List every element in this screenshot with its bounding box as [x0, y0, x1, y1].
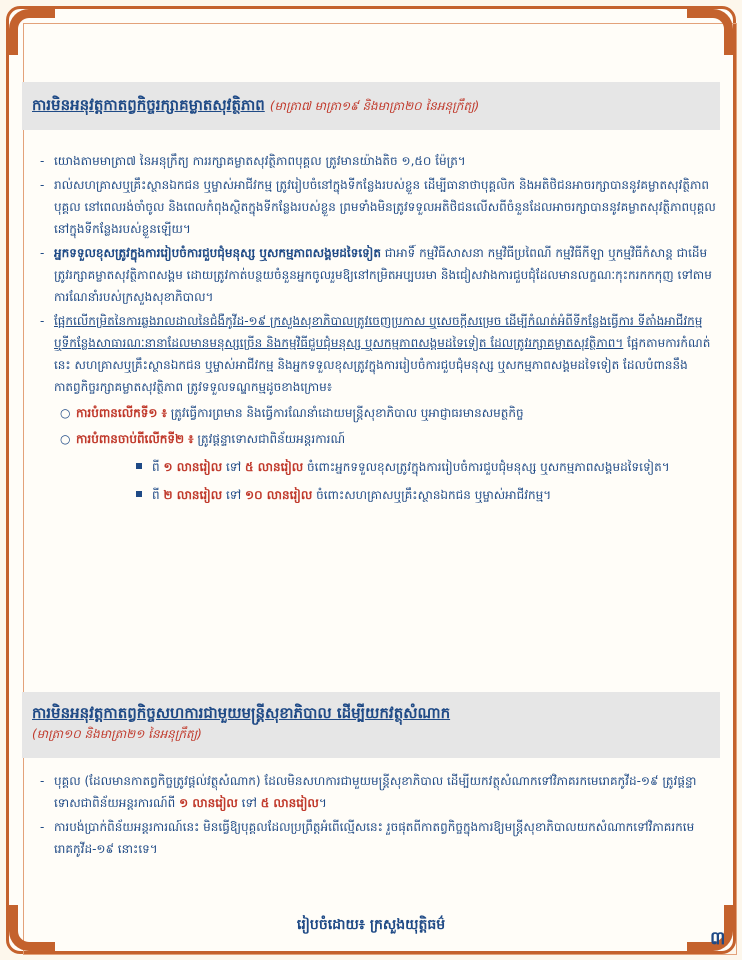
fine-amount: ១ លានរៀល: [179, 796, 238, 810]
fine-amount: ១ លានរៀល: [163, 460, 223, 474]
fine-business: [40, 484, 716, 506]
fine-amount: ១០ លានរៀល: [245, 488, 313, 502]
fine-prefix: ពី: [152, 488, 164, 502]
circle-bullet: ○: [60, 406, 71, 420]
fine-organizer: [40, 456, 716, 478]
item-text: បុគ្គល (ដែលមានកាតព្វកិច្ចត្រូវផ្ដល់វត្ថុសំណាក) ដែលមិនសហការជាមួយមន្ត្រីសុខាភិបាល ដើម្បីយកវត្ថុសំណាកទៅវិភាគរកមេរោគកូវីដ-១៩ ត្រូវផ្ដន្ទាទោសជាពិន័យអន្តរការណ៍ពី: [54, 774, 697, 810]
dash-bullet: -: [40, 154, 45, 168]
distancing-rules: [40, 150, 716, 506]
fine-text: ចំពោះសហគ្រាសឬគ្រឹះស្ថានឯកជន ឬម្ចាស់អាជីវកម្ម។: [312, 488, 552, 502]
fine-text: ចំពោះអ្នកទទួលខុសត្រូវក្នុងការរៀបចំការជួបជុំមនុស្ស ឬសកម្មភាពសង្គមដទៃទៀត។: [303, 460, 670, 474]
dash-bullet: -: [40, 178, 45, 192]
penalty-first: [40, 402, 716, 424]
penalty-label: ការបំពានលើកទី១ ៖: [76, 406, 167, 420]
list-item: [40, 150, 716, 172]
section-header-sampling: [22, 692, 720, 758]
section-reference: (មាត្រា៧ មាត្រា១៩ និងមាត្រា២០ នៃអនុក្រឹត្យ): [269, 99, 480, 113]
footer-credit: រៀបចំដោយ៖ ក្រសួងយុត្តិធម៌: [296, 917, 446, 933]
section-header-distancing: [22, 82, 720, 130]
list-item: [40, 242, 716, 308]
item-text: ផ្អែកតាមការកំណត់នេះ សហគ្រាសឬគ្រឹះស្ថានឯកជន ឬម្ចាស់អាជីវកម្ម និងអ្នកទទួលខុសត្រូវក្នុងការរៀបចំការជួបជុំមនុស្ស ឬសកម្មភាពសង្គមដទៃទៀត ដែលបំពាននឹងកាតព្វកិច្ចរក្សាគម្លាតសុវត្ថិភាព ត្រូវទទួលទណ្ឌកម្មដូចខាងក្រោម៖: [54, 336, 711, 394]
penalty-text: ត្រូវផ្ដន្ទាទោសជាពិន័យអន្តរការណ៍: [193, 432, 346, 446]
square-bullet: [136, 463, 142, 469]
list-item: [40, 310, 716, 398]
corner-ornament: [9, 9, 55, 55]
fine-amount: ២ លានរៀល: [163, 488, 223, 502]
item-lead: អ្នកទទួលខុសត្រូវក្នុងការរៀបចំការជួបជុំមនុស្ស ឬសកម្មភាពសង្គមដទៃទៀត: [54, 246, 381, 260]
dash-bullet: -: [40, 774, 45, 788]
circle-bullet: ○: [60, 432, 71, 446]
list-item: [40, 770, 716, 814]
page-number: ៣: [710, 928, 726, 949]
dash-bullet: -: [40, 246, 45, 260]
item-text: ការបង់ប្រាក់ពិន័យអន្តរការណ៍នេះ មិនធ្វើឱ្យបុគ្គលដែលប្រព្រឹត្តអំពើល្មើសនេះ រួចផុតពីកាតព្វកិច្ចក្នុងការឱ្យមន្ត្រីសុខាភិបាលយកសំណាកទៅវិភាគរកមេរោគកូវីដ-១៩ នោះទេ។: [54, 820, 695, 856]
dash-bullet: -: [40, 820, 45, 834]
corner-ornament: [687, 9, 733, 55]
section-title: ការមិនអនុវត្តកាតព្វកិច្ចរក្សាគម្លាតសុវត្ថិភាព: [32, 96, 265, 114]
list-item: [40, 174, 716, 240]
list-item: [40, 816, 716, 860]
fine-amount: ៥ លានរៀល: [260, 796, 319, 810]
fine-connector: ទៅ: [237, 796, 261, 810]
square-bullet: [136, 491, 142, 497]
fine-connector: ទៅ: [222, 460, 246, 474]
fine-connector: ទៅ: [222, 488, 246, 502]
item-text: យោងតាមមាត្រា៧ នៃអនុក្រឹត្យ ការរក្សាគម្លាតសុវត្ថិភាពបុគ្គល ត្រូវមានយ៉ាងតិច ១,៥០ ម៉ែត្រ។: [54, 154, 466, 168]
penalty-label: ការបំពានចាប់ពីលើកទី២ ៖: [76, 432, 194, 446]
section-reference: (មាត្រា១០ និងមាត្រា២១ នៃអនុក្រឹត្យ): [32, 727, 202, 741]
penalty-text: ត្រូវធ្វើការព្រមាន និងធ្វើការណែនាំដោយមន្ត្រីសុខាភិបាល ឬអាជ្ញាធរមានសមត្ថកិច្ច: [166, 406, 524, 420]
section-title: ការមិនអនុវត្តកាតព្វកិច្ចសហការជាមួយមន្ត្រីសុខាភិបាល ដើម្បីយកវត្ថុសំណាក: [32, 704, 451, 722]
item-text-end: ។: [318, 796, 327, 810]
item-text: រាល់សហគ្រាសឬគ្រឹះស្ថានឯកជន ឬម្ចាស់អាជីវកម្ម ត្រូវរៀបចំនៅក្នុងទីកន្លែងរបស់ខ្លួន ដើម្បីធានាថាបុគ្គលិក និងអតិថិជនអាចរក្សាបាននូវគម្លាតសុវត្ថិភាពបុគ្គល នៅពេលរង់ចាំចូល និងពេលកំពុងស្ថិតក្នុងទីកន្លែងរបស់ខ្លួន ព្រមទាំងមិនត្រូវទទួលអតិថិជនលើសពីចំនួនដែលអាចរក្សាបាននូវគម្លាតសុវត្ថិភាពបុគ្គលនៅក្នុងទីកន្លែងរបស់ខ្លួនឡើយ។: [54, 178, 716, 236]
penalty-second: [40, 428, 716, 450]
item-text: ជាអាទិ៍ កម្មវិធីសាសនា កម្មវិធីប្រពៃណី កម្មវិធីកីឡា ឬកម្មវិធីកំសាន្ត ជាដើម ត្រូវរក្សាគម្លាតសុវត្ថិភាពសង្គម ដោយត្រូវកាត់បន្ថយចំនួនអ្នកចូលរួមឱ្យនៅកម្រិតអប្បបរមា និងជៀសវាងការជួបជុំដែលមានលក្ខណៈកុះករកកកុញ ទៅតាមការណែនាំរបស់ក្រសួងសុខាភិបាល។: [54, 246, 712, 304]
fine-amount: ៥ លានរៀល: [245, 460, 304, 474]
item-underlined: ផ្អែកលើកម្រិតនៃការឆ្លងរាលដាលនៃជំងឺកូវីដ-១៩ ក្រសួងសុខាភិបាលត្រូវចេញប្រកាស ឬសេចក្ដីសម្រេច ដើម្បីកំណត់អំពីទីកន្លែងធ្វើការ ទីតាំងអាជីវកម្ម ឬទីកន្លែងសាធារណៈនានាដែលមានមនុស្សច្រើន និងកម្មវិធីជួបជុំមនុស្ស ឬសកម្មភាពសង្គមដទៃទៀត ដែលត្រូវរក្សាគម្លាតសុវត្ថិភាព។: [54, 314, 703, 350]
sampling-rules: [40, 770, 716, 862]
dash-bullet: -: [40, 314, 45, 328]
fine-prefix: ពី: [152, 460, 164, 474]
